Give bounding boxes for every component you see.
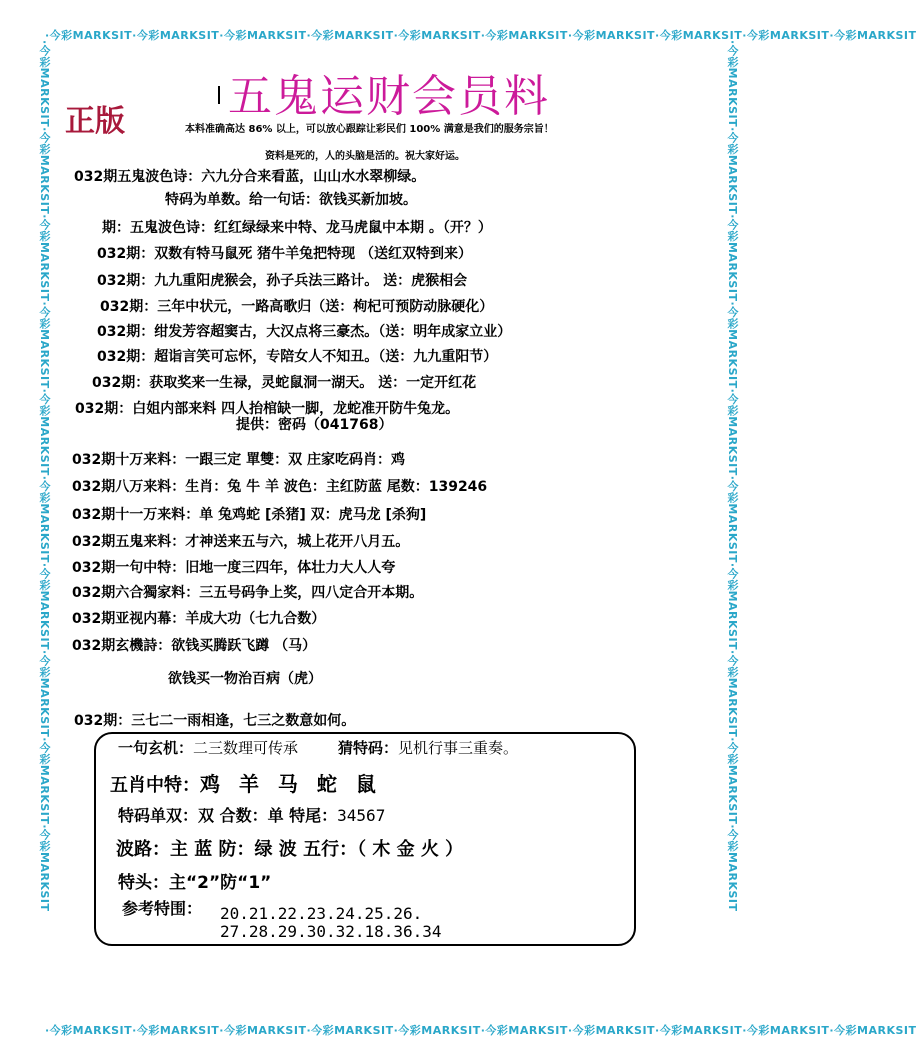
watermark-bottom: ·今彩MARKSIT·今彩MARKSIT·今彩MARKSIT·今彩MARKSIT·今彩MARKSIT·今彩MARKSIT·今彩MARKSIT·今彩MARKSIT·今彩MARKSIT·今彩MARKSIT — [45, 1024, 917, 1037]
line-21: 032期：三七二一雨相逢，七三之数意如何。 — [74, 713, 356, 729]
line-8: 032期：超诣言笑可忘怀，专陪女人不知丑。（送：九九重阳节） — [97, 349, 498, 365]
line-16: 032期一句中特：旧地一度三四年，体壮力大人人夸 — [72, 560, 396, 576]
line-2: 特码为单数。给一句话：欲钱买新加坡。 — [165, 192, 417, 208]
watermark-right: ·今彩MARKSIT·今彩MARKSIT·今彩MARKSIT·今彩MARKSIT·今彩MARKSIT·今彩MARKSIT·今彩MARKSIT·今彩MARKSIT·今彩MARKSIT·今彩MARKSIT — [726, 40, 739, 912]
line-1: 032期五鬼波色诗：六九分合来看蓝，山山水水翠柳绿。 — [74, 169, 426, 185]
line-10: 032期：白姐内部来料 四人抬棺缺一脚，龙蛇准开防牛兔龙。 — [75, 401, 460, 417]
line-9: 032期：获取奖来一生禄，灵蛇鼠洞一湖天。 送：一定开红花 — [92, 375, 477, 391]
accuracy-note: 本料准确高达 86% 以上，可以放心跟踪让彩民们 100% 满意是我们的服务宗旨！ — [185, 124, 554, 135]
xuanji-row — [118, 737, 298, 758]
danshuang-row — [118, 803, 385, 826]
wuxiao-row — [110, 768, 382, 797]
cai-value: 见机行事三重奏。 — [398, 739, 519, 757]
line-17: 032期六合獨家料：三五号码争上奖，四八定合开本期。 — [72, 585, 424, 601]
line-12: 032期十万来料：一跟三定 單雙：双 庄家吃码肖：鸡 — [72, 452, 405, 468]
xuanji-label: 一句玄机： — [118, 739, 194, 757]
cankao-label: 参考特围： — [122, 899, 203, 918]
cankao-row-1: 20.21.22.23.24.25.26. — [220, 904, 423, 923]
xuanji-value: 二三数理可传承 — [193, 739, 299, 757]
line-15: 032期五鬼来料：才神送来五与六，城上花开八月五。 — [72, 534, 410, 550]
line-13: 032期八万来料：生肖：兔 牛 羊 波色：主红防蓝 尾数：139246 — [72, 479, 488, 495]
watermark-top: ·今彩MARKSIT·今彩MARKSIT·今彩MARKSIT·今彩MARKSIT·今彩MARKSIT·今彩MARKSIT·今彩MARKSIT·今彩MARKSIT·今彩MARKSIT·今彩MARKSIT — [45, 29, 917, 42]
cai-row — [338, 737, 518, 758]
wuxiao-label: 五肖中特： — [110, 775, 200, 796]
danshuang-value: 特码单双：双 合数：单 特尾： — [118, 806, 338, 825]
line-5: 032期：九九重阳虎猴会，孙子兵法三路计。 送：虎猴相会 — [97, 273, 468, 289]
line-4: 032期：双数有特马鼠死 猪牛羊兔把特现 （送红双特到来） — [97, 246, 472, 262]
title-divider — [218, 86, 220, 104]
page-title: 五鬼运财会员料 — [228, 71, 550, 122]
line-6: 032期：三年中状元，一路高歌归（送：枸杞可预防动脉硬化） — [100, 299, 494, 315]
line-14: 032期十一万来料：单 兔鸡蛇 [杀猪] 双：虎马龙 [杀狗] — [72, 507, 427, 523]
watermark-left: ·今彩MARKSIT·今彩MARKSIT·今彩MARKSIT·今彩MARKSIT·今彩MARKSIT·今彩MARKSIT·今彩MARKSIT·今彩MARKSIT·今彩MARKSIT·今彩MARKSIT — [38, 40, 51, 912]
line-7: 032期：绀发芳容超窦古，大汉点将三豪杰。（送：明年成家立业） — [97, 324, 512, 340]
line-18: 032期亚视内幕：羊成大功（七九合数） — [72, 611, 326, 627]
line-11: 提供：密码（041768） — [236, 417, 393, 433]
line-3: 期：五鬼波色诗：红红绿绿来中特、龙马虎鼠中本期 。（开？） — [102, 220, 492, 236]
cankao-row-2: 27.28.29.30.32.18.36.34 — [220, 922, 442, 941]
luck-note: 资料是死的，人的头脑是活的。祝大家好运。 — [265, 151, 465, 162]
line-19: 032期玄機詩：欲钱买腾跃飞蹲 （马） — [72, 638, 317, 654]
cai-label: 猜特码： — [338, 739, 399, 757]
wuxiao-value: 鸡 羊 马 蛇 鼠 — [200, 772, 382, 796]
tewei-value: 34567 — [337, 806, 386, 825]
bolu-row: 波路：主 蓝 防：绿 波 五行：（ 木 金 火 ） — [116, 839, 464, 860]
genuine-badge: 正版 — [65, 104, 125, 139]
tetou-row: 特头：主“2”防“1” — [118, 873, 272, 893]
line-20: 欲钱买一物治百病（虎） — [168, 671, 322, 687]
